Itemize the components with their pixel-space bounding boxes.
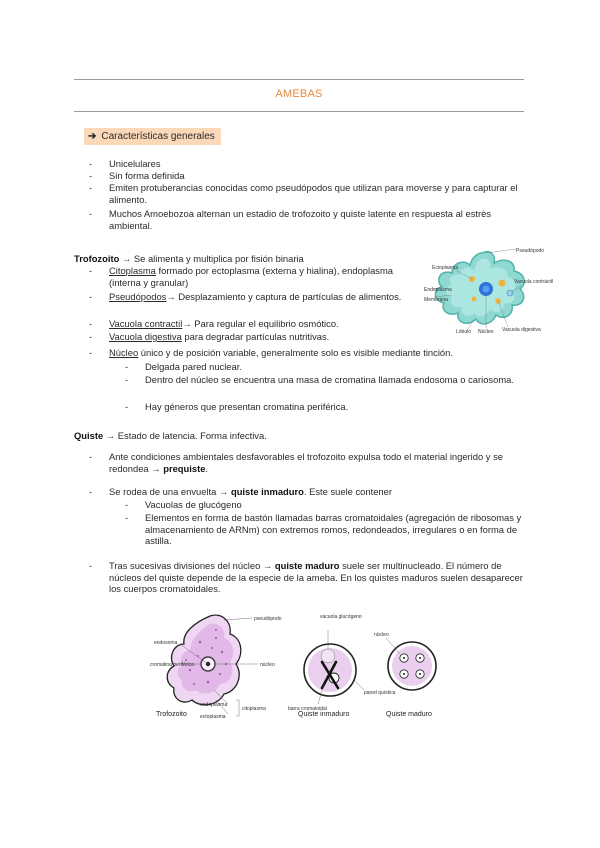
citoplasma-text: formado por ectoplasma (externa y hialina), endoplasma (interna y granular) bbox=[109, 265, 394, 288]
label-cilia: Lóbulo bbox=[456, 329, 472, 335]
amoeba-illustration bbox=[424, 243, 554, 337]
top-rule bbox=[74, 79, 524, 80]
list-dash: - bbox=[89, 331, 93, 342]
list-item bbox=[125, 499, 525, 511]
label-citoplasma: citoplasma bbox=[242, 706, 266, 712]
quiste-p2-end: . Este suele contener bbox=[303, 486, 392, 497]
list-item bbox=[125, 512, 530, 547]
quiste-term: Quiste bbox=[74, 430, 104, 441]
vacuola-digestiva-term: Vacuola digestiva bbox=[109, 331, 182, 342]
list-dash: - bbox=[125, 512, 129, 523]
label-cell-membrane: Membrana bbox=[424, 297, 448, 303]
list-dash: - bbox=[89, 451, 93, 462]
list-item bbox=[89, 265, 394, 288]
vacuola-contractil-term: Vacuola contractil bbox=[109, 318, 183, 329]
list-dash: - bbox=[89, 347, 93, 358]
quiste-p2-text: Se rodea de una envuelta → bbox=[109, 486, 231, 497]
list-item bbox=[125, 361, 525, 373]
prequiste-term: prequiste bbox=[163, 462, 206, 474]
vacuola-contractil-text: → Para regular el equilibrio osmótico. bbox=[182, 318, 339, 329]
pseudopodos-term: Pseudópodos bbox=[109, 291, 167, 302]
label-nucleos: núcleo bbox=[374, 632, 389, 638]
section-heading-caracteristicas bbox=[84, 128, 221, 145]
vacuola-digestiva-text: para degradar partículas nutritivas. bbox=[181, 331, 330, 342]
list-item bbox=[89, 347, 529, 359]
page-title: AMEBAS bbox=[275, 88, 323, 100]
list-item-text: Vacuolas de glucógeno bbox=[145, 499, 242, 510]
list-item bbox=[89, 182, 529, 205]
list-dash: - bbox=[89, 265, 93, 276]
quiste-p3-text: Tras sucesivas divisiones del núcleo → bbox=[109, 560, 275, 571]
label-nucleus: Núcleo bbox=[478, 329, 494, 335]
quiste-intro: → Estado de latencia. Forma infectiva. bbox=[103, 430, 267, 441]
list-item-text: Delgada pared nuclear. bbox=[145, 361, 242, 372]
section-heading-label: Características generales bbox=[101, 131, 215, 142]
list-dash: - bbox=[125, 361, 129, 372]
list-item bbox=[89, 560, 529, 595]
list-dash: - bbox=[89, 170, 93, 181]
label-pared: pared quística bbox=[364, 690, 396, 696]
quiste-paragraph bbox=[74, 430, 494, 442]
arrow-icon: ➔ bbox=[88, 131, 97, 142]
list-item bbox=[89, 331, 409, 343]
cyst-stages-illustration bbox=[150, 608, 450, 720]
list-item bbox=[89, 486, 529, 498]
list-item bbox=[125, 374, 530, 386]
caption-quiste-inmaduro: Quiste inmaduro bbox=[298, 711, 350, 718]
list-item bbox=[89, 318, 409, 330]
list-dash: - bbox=[89, 560, 93, 571]
nucleo-term: Núcleo bbox=[109, 347, 139, 358]
label-contractile-vacuole: Vacuola contráctil bbox=[514, 279, 554, 285]
label-endosoma: endosoma bbox=[154, 640, 178, 646]
label-vacuola: vacuola glucógeno bbox=[320, 614, 362, 620]
list-item-text: Elementos en forma de bastón llamadas barras cromatoidales (agregación de ribosomas y almacenamiento de ARNm) con extremos romos, redondeados, irregulares o en forma de astilla. bbox=[145, 512, 522, 547]
list-item-text: Unicelulares bbox=[109, 158, 161, 169]
list-dash: - bbox=[89, 158, 93, 169]
list-item bbox=[125, 401, 525, 413]
label-nucleo: núcleo bbox=[260, 662, 275, 668]
quiste-maduro-term: quiste maduro bbox=[274, 560, 340, 571]
quiste-p1-end: . bbox=[205, 462, 209, 474]
label-ectoplasm: Ectoplasma bbox=[432, 265, 459, 271]
pseudopodos-text: → Desplazamiento y captura de partículas de alimentos. bbox=[166, 291, 402, 302]
citoplasma-term: Citoplasma bbox=[109, 265, 156, 276]
trofozoito-paragraph bbox=[74, 253, 374, 265]
list-dash: - bbox=[125, 401, 129, 412]
label-ectoplasma: ectoplasma bbox=[200, 714, 226, 720]
trofozoito-intro: → Se alimenta y multiplica por fisión binaria bbox=[119, 253, 304, 264]
label-food-vacuole: Vacuola digestiva bbox=[502, 327, 541, 333]
list-item-text: Hay géneros que presentan cromatina periférica. bbox=[145, 401, 349, 412]
label-endoplasma: endoplasma bbox=[200, 702, 228, 708]
quiste-p3-end: suele ser multinucleado. El número de núcleos del quiste depende de la especie de la ameba. En los quistes maduros suelen desaparecer los cuerpos cromatoidales. bbox=[109, 560, 523, 595]
label-cromatina: cromatina periférica bbox=[150, 662, 194, 668]
list-dash: - bbox=[89, 182, 93, 193]
caption-trofozoito: Trofozoito bbox=[156, 711, 187, 718]
quiste-p1-text: Ante condiciones ambientales desfavorables el trofozoito expulsa todo el material ingerido y se redondea → bbox=[109, 451, 503, 474]
list-item bbox=[89, 170, 529, 182]
label-barra: barra cromatoidal bbox=[288, 706, 327, 712]
list-item bbox=[89, 158, 529, 170]
trofozoito-term: Trofozoito bbox=[74, 253, 120, 264]
list-item bbox=[89, 291, 409, 303]
list-item-text: Dentro del núcleo se encuentra una masa de cromatina llamada endosoma o cariosoma. bbox=[145, 374, 514, 385]
list-dash: - bbox=[125, 499, 129, 510]
label-pseudopod: Pseudópodo bbox=[516, 248, 545, 254]
list-item bbox=[89, 208, 529, 231]
list-item-text: Emiten protuberancias conocidas como pseudópodos que utilizan para moverse y para capturar el alimento. bbox=[109, 182, 518, 205]
list-dash: - bbox=[89, 486, 93, 497]
list-dash: - bbox=[89, 318, 93, 329]
list-dash: - bbox=[125, 374, 129, 385]
label-endoplasm: Endoplasma bbox=[424, 287, 452, 293]
list-dash: - bbox=[89, 208, 93, 219]
list-item-text: Muchos Amoebozoa alternan un estadio de trofozoito y quiste latente en respuesta al estrès ambiental. bbox=[109, 208, 492, 231]
quiste-inmaduro-term: quiste inmaduro bbox=[230, 486, 304, 497]
label-pseudopodo: pseudópodo bbox=[254, 616, 282, 622]
list-item bbox=[89, 451, 529, 474]
title-underline bbox=[74, 111, 524, 112]
list-dash: - bbox=[89, 291, 93, 302]
caption-quiste-maduro: Quiste maduro bbox=[386, 711, 432, 718]
nucleo-text: único y de posición variable, generalmente solo es visible mediante tinción. bbox=[138, 347, 453, 358]
list-item-text: Sin forma definida bbox=[109, 170, 185, 181]
